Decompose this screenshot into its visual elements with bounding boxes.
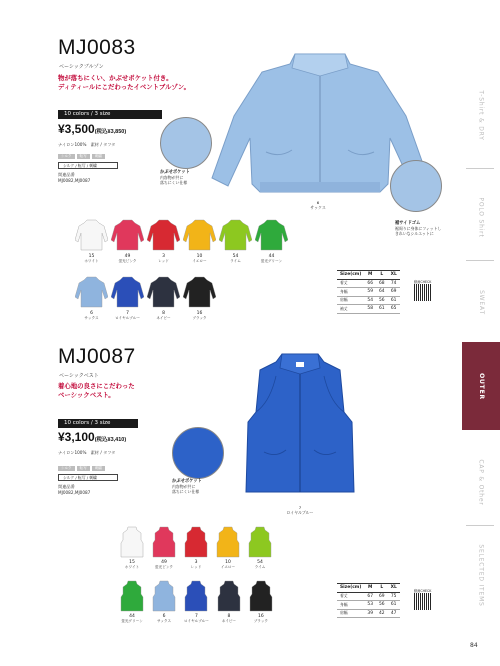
size-table-header [337, 271, 400, 280]
qr-block [414, 279, 431, 301]
chip-transfer: 転写 [77, 154, 90, 159]
swatch-row [75, 218, 288, 264]
catch-copy [58, 74, 190, 92]
size-cell: 身幅 [337, 601, 364, 610]
catch-line-2: ベーシックベスト。 [58, 391, 115, 399]
swatch-number: 54 [257, 560, 263, 565]
swatch-color-name: ライム [254, 565, 266, 569]
product-code: MJ0083 [58, 36, 136, 59]
size-cell: 61 [388, 296, 400, 305]
size-table [337, 583, 400, 618]
tab-label: SELECTED ITEMS [477, 544, 485, 607]
size-cell: 袖丈 [337, 305, 364, 314]
color-swatch[interactable] [183, 275, 216, 321]
color-swatch[interactable] [75, 218, 108, 264]
catch-line-1: 着心地の良さにこだわった [58, 382, 135, 390]
swatch-color-name: ネイビー [156, 316, 171, 320]
swatch-number: 49 [124, 254, 131, 259]
size-table-row [337, 601, 400, 610]
pocket-callout-note [160, 169, 190, 185]
size-cell: 74 [388, 279, 400, 288]
size-table-header [337, 584, 400, 593]
swatch-garment [120, 526, 144, 558]
catch-line-1: 物が落ちにくい、かぶせポケット付き。 [58, 74, 173, 82]
color-swatch[interactable] [152, 526, 176, 570]
swatch-color-name: ブラック [253, 619, 269, 623]
swatch-color-name: サックス [84, 316, 99, 320]
swatch-number: 16 [258, 614, 264, 619]
size-cell: 56 [376, 601, 388, 610]
swatch-color-name: ロイヤルブルー [115, 316, 140, 320]
material: ナイロン100% 素材 / タフタ [58, 450, 116, 455]
product-subtitle: ベーシックベスト [59, 373, 99, 379]
swatch-color-name: レッド [190, 565, 202, 569]
size-cell: 69 [388, 288, 400, 297]
swatch-garment [255, 218, 288, 252]
tab-label: POLO Shirt [477, 197, 485, 238]
related-codes: MJ0082,MJ0087 [58, 489, 91, 495]
size-cell: 58 [364, 305, 376, 314]
swatch-garment [152, 526, 176, 558]
swatch-number: 16 [196, 311, 203, 316]
related-codes: MJ0082,MJ0087 [58, 177, 91, 183]
size-cell: 39 [364, 609, 376, 618]
size-header-cell: M [364, 584, 376, 593]
size-header-cell: Size(cm) [337, 584, 364, 593]
price [58, 430, 126, 444]
swatch-garment [75, 218, 108, 252]
swatch-number: 44 [268, 254, 275, 259]
size-header-cell: L [376, 584, 388, 593]
swatch-number: 54 [232, 254, 239, 259]
main-color-name: サックス [310, 205, 326, 210]
price-tax: (税込¥3,410) [94, 437, 127, 443]
size-table-row [337, 279, 400, 288]
swatch-garment [216, 526, 240, 558]
swatch-garment [75, 275, 108, 309]
swatch-row [75, 275, 216, 321]
color-swatch[interactable] [219, 218, 252, 264]
size-table-row [337, 296, 400, 305]
size-table-row [337, 609, 400, 618]
swatch-garment [184, 580, 208, 612]
chip-transfer: 転写 [77, 466, 90, 471]
size-cell: 59 [364, 288, 376, 297]
main-color-label [308, 200, 328, 210]
swatch-color-name: イエロー [192, 259, 207, 263]
size-table [337, 270, 400, 314]
size-cell: 75 [388, 592, 400, 601]
size-cell: 47 [388, 609, 400, 618]
related-label: 関連品番 [58, 484, 75, 489]
color-swatch[interactable] [75, 275, 108, 321]
hem-callout-note [395, 220, 441, 236]
swatch-color-name: ロイヤルブルー [184, 619, 209, 623]
qr-label: 動画CHECK [414, 280, 432, 284]
swatch-number: 7 [126, 311, 129, 316]
swatch-color-name: イエロー [220, 565, 236, 569]
qr-code-icon[interactable] [414, 593, 431, 610]
size-cell: 身幅 [337, 288, 364, 297]
swatch-number: 15 [129, 560, 135, 565]
color-swatch[interactable] [111, 275, 144, 321]
chip-silk: シルク [58, 466, 75, 471]
chip-embroidery: 刺繍 [92, 466, 105, 471]
chip-embroidery: 刺繍 [92, 154, 105, 159]
size-cell: 61 [376, 305, 388, 314]
swatch-garment [120, 580, 144, 612]
swatch-color-name: 蛍光ピンク [118, 259, 137, 263]
size-header-cell: XL [388, 271, 400, 280]
size-header-cell: XL [388, 584, 400, 593]
size-cell: 66 [364, 279, 376, 288]
catch-copy [58, 382, 135, 400]
main-color-label [282, 505, 318, 515]
tab-sweat[interactable] [462, 262, 500, 342]
qr-label: 動画CHECK [414, 589, 432, 593]
pocket-callout-image [160, 117, 212, 169]
swatch-number: 6 [162, 614, 166, 619]
size-table-row [337, 305, 400, 314]
print-method-chips [58, 466, 105, 471]
swatch-garment [248, 526, 272, 558]
chip-silk: シルク [58, 154, 75, 159]
pocket-callout-title: かぶせポケット [160, 170, 190, 175]
tab-label: SWEAT [477, 289, 485, 315]
print-method-chips [58, 154, 105, 159]
color-swatch[interactable] [249, 580, 273, 624]
material: ナイロン100% 素材 / タフタ [58, 142, 116, 147]
qr-code-icon[interactable] [414, 284, 431, 301]
qr-block [414, 588, 431, 610]
hem-callout-title: 裾サイドゴム [395, 221, 421, 226]
page-number: 84 [470, 642, 478, 649]
swatch-number: 7 [195, 614, 198, 619]
swatch-garment [217, 580, 241, 612]
size-cell: 64 [376, 288, 388, 297]
pocket-callout-line: 内容物が共に [172, 484, 196, 489]
size-header-cell: M [364, 271, 376, 280]
price-value: ¥3,100 [58, 430, 95, 444]
swatch-number: 3 [194, 560, 198, 565]
color-swatch[interactable] [152, 580, 176, 624]
swatch-number: 49 [161, 560, 167, 565]
swatch-garment [249, 580, 273, 612]
swatch-color-name: 蛍光グリーン [121, 619, 143, 623]
color-swatch[interactable] [184, 580, 209, 624]
main-color-name: ロイヤルブルー [286, 510, 314, 515]
swatch-number: 10 [196, 254, 203, 259]
swatch-color-name: 蛍光ピンク [155, 565, 173, 569]
main-color-num: 6 [316, 200, 320, 205]
color-swatch[interactable] [147, 218, 180, 264]
color-swatch[interactable] [184, 526, 208, 570]
tab-label: T-Shirt & DRY [477, 89, 485, 141]
print-method-box: シルク / 転写 / 刺繍 [58, 162, 118, 169]
color-swatch[interactable] [147, 275, 180, 321]
swatch-color-name: サックス [156, 619, 172, 623]
swatch-color-name: ホワイト [124, 565, 140, 569]
size-cell: 着丈 [337, 592, 364, 601]
swatch-row [120, 580, 273, 624]
price-value: ¥3,500 [58, 122, 95, 136]
colors-size-bar: 10 colors / 3 size [58, 419, 138, 428]
main-color-num: 7 [298, 505, 302, 510]
size-header-cell: Size(cm) [337, 271, 364, 280]
tab-cap-other[interactable] [462, 440, 500, 525]
swatch-number: 15 [88, 254, 95, 259]
color-swatch[interactable] [120, 580, 144, 624]
pocket-callout-line: 内容物が共に [160, 175, 184, 180]
swatch-garment [183, 275, 216, 309]
size-cell: 56 [376, 296, 388, 305]
swatch-number: 3 [162, 254, 165, 259]
size-cell: 68 [376, 279, 388, 288]
tab-outer[interactable] [462, 342, 500, 430]
swatch-color-name: ライム [230, 259, 241, 263]
size-cell: 42 [376, 609, 388, 618]
pocket-callout-title: かぶせポケット [172, 479, 202, 484]
swatch-garment [152, 580, 176, 612]
tab-label: OUTER [477, 372, 485, 400]
swatch-number: 10 [225, 560, 231, 565]
hem-callout-line: 裾周りに身体にフィットし [395, 226, 442, 231]
hem-callout-image [390, 160, 442, 212]
colors-size-bar: 10 colors / 3 size [58, 110, 162, 119]
size-header-cell: L [376, 271, 388, 280]
swatch-color-name: 蛍光グリーン [260, 259, 283, 263]
price [58, 122, 126, 136]
color-swatch[interactable] [216, 526, 240, 570]
tab-tshirt-dry[interactable] [462, 70, 500, 160]
size-cell: 61 [388, 601, 400, 610]
swatch-color-name: ネイビー [221, 619, 236, 623]
size-cell: 54 [364, 296, 376, 305]
hem-callout-line: きれいなシルエットに [395, 231, 434, 236]
color-swatch[interactable] [217, 580, 241, 624]
pocket-callout-image [172, 427, 224, 479]
tab-divider [466, 168, 494, 169]
size-table-row [337, 288, 400, 297]
tab-divider [466, 525, 494, 526]
print-method-box: シルク / 転写 / 刺繍 [58, 474, 118, 481]
swatch-color-name: ホワイト [84, 259, 99, 263]
size-cell: 69 [376, 592, 388, 601]
tab-polo-shirt[interactable] [462, 175, 500, 260]
size-cell: 着丈 [337, 279, 364, 288]
tab-selected-items[interactable] [462, 528, 500, 623]
size-cell: 肩幅 [337, 296, 364, 305]
color-swatch[interactable] [111, 218, 144, 264]
vest-image [240, 352, 360, 502]
product-subtitle: ベーシックブルゾン [59, 64, 104, 70]
size-cell: 53 [364, 601, 376, 610]
swatch-garment [111, 218, 144, 252]
swatch-garment [219, 218, 252, 252]
swatch-number: 8 [162, 311, 165, 316]
swatch-row [120, 526, 272, 570]
size-cell: 67 [364, 592, 376, 601]
size-cell: 65 [388, 305, 400, 314]
color-swatch[interactable] [248, 526, 272, 570]
related-products [58, 484, 90, 495]
color-swatch[interactable] [183, 218, 216, 264]
related-products [58, 172, 90, 183]
swatch-number: 8 [227, 614, 231, 619]
related-label: 関連品番 [58, 172, 75, 177]
color-swatch[interactable] [255, 218, 288, 264]
color-swatch[interactable] [120, 526, 144, 570]
swatch-color-name: レッド [158, 259, 169, 263]
size-cell: 肩幅 [337, 609, 364, 618]
size-table-row [337, 592, 400, 601]
tab-label: CAP & Other [477, 459, 485, 506]
catch-line-2: ディティールにこだわったイベントブルゾン。 [58, 83, 191, 91]
price-tax: (税込¥3,850) [94, 129, 127, 135]
product-code: MJ0087 [58, 345, 136, 368]
swatch-number: 6 [90, 311, 93, 316]
pocket-callout-line: 落ちにくい仕様 [172, 489, 200, 494]
pocket-callout-note [172, 478, 202, 494]
pocket-callout-line: 落ちにくい仕様 [160, 180, 188, 185]
swatch-garment [111, 275, 144, 309]
swatch-garment [147, 218, 180, 252]
swatch-garment [184, 526, 208, 558]
swatch-garment [183, 218, 216, 252]
swatch-color-name: ブラック [192, 316, 207, 320]
tab-divider [466, 260, 494, 261]
swatch-number: 44 [129, 614, 135, 619]
swatch-garment [147, 275, 180, 309]
